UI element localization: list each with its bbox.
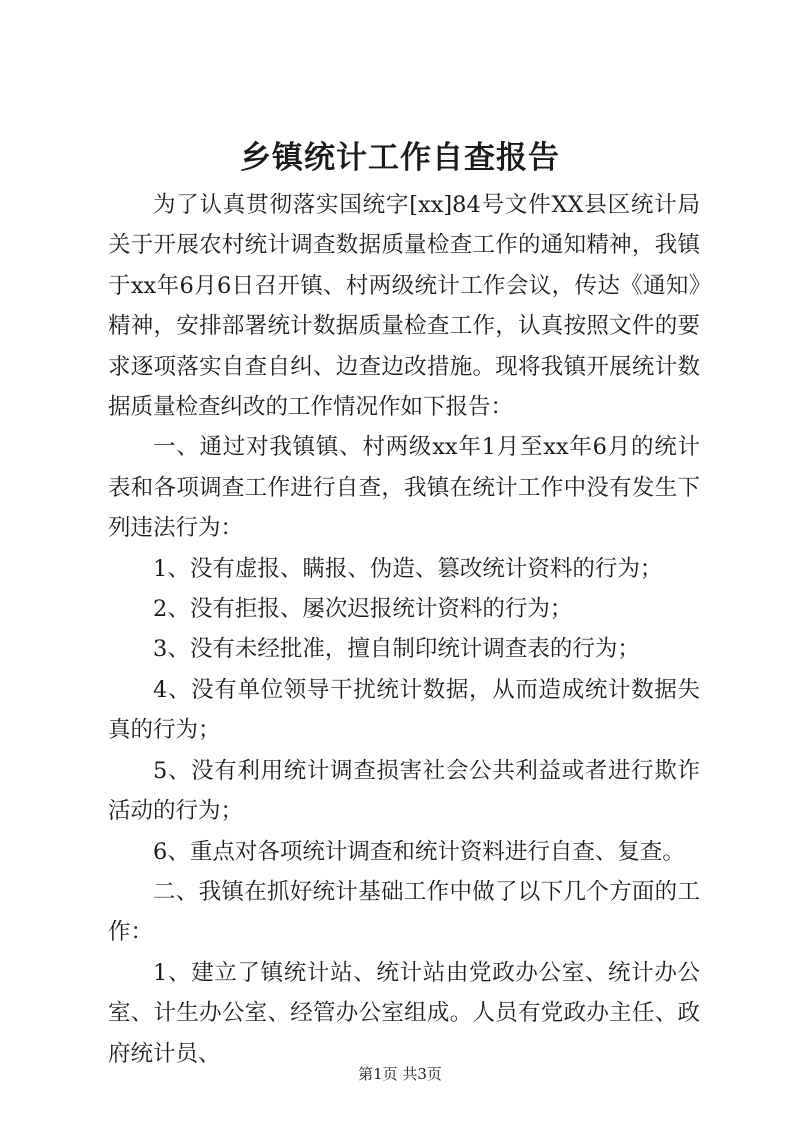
document-body <box>108 185 700 1074</box>
list-item-2: 2、没有拒报、屡次迟报统计资料的行为； <box>153 596 573 623</box>
list-item-6: 6、重点对各项统计调查和统计资料进行自查、复查。 <box>153 838 685 865</box>
paragraph-section-two: 二、我镇在抓好统计基础工作中做了以下几个方面的工作： <box>108 878 700 946</box>
document-title: 乡镇统计工作自查报告 <box>240 140 560 176</box>
paragraph-intro: 为了认真贯彻落实国统字[xx]84号文件XX县区统计局关于开展农村统计调查数据质量检查工作的通知精神，我镇于xx年6月6日召开镇、村两级统计工作会议，传达《通知》精神，安排部署统计数据质量检查工作，认真按照文件的要求逐项落实自查自纠、边查边改措施。现将我镇开展统计数据质量检查纠改的工作情况作如下报告： <box>108 192 700 421</box>
list-item-4: 4、没有单位领导干扰统计数据，从而造成统计数据失真的行为； <box>108 676 700 744</box>
list-item-1: 1、没有虚报、瞒报、伪造、篡改统计资料的行为； <box>153 555 663 582</box>
section-two-item-1: 1、建立了镇统计站、统计站由党政办公室、统计办公室、计生办公室、经管办公室组成。人员有党政办主任、政府统计员、 <box>108 959 700 1067</box>
page-footer: 第1页 共3页 <box>358 1065 442 1083</box>
paragraph-section-one: 一、通过对我镇镇、村两级xx年1月至xx年6月的统计表和各项调查工作进行自查，我镇在统计工作中没有发生下列违法行为： <box>108 434 700 542</box>
list-item-5: 5、没有利用统计调查损害社会公共利益或者进行欺诈活动的行为； <box>108 757 700 825</box>
list-item-3: 3、没有未经批准，擅自制印统计调查表的行为； <box>153 636 640 663</box>
